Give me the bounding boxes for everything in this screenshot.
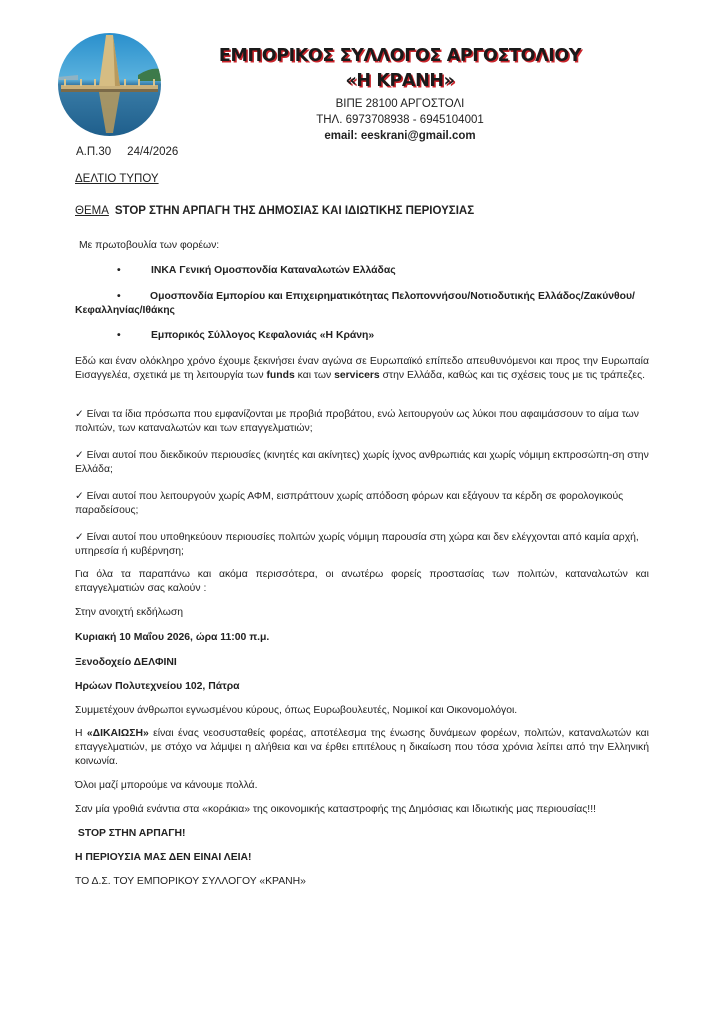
check-item: ✓ Είναι τα ίδια πρόσωπα που εμφανίζονται με προβιά προβάτου, ενώ λειτουργούν ως λύκοι που αφαιμάσσουν το αίμα των πολιτών, των καταναλωτών και των επαγγελματιών; [75,409,639,434]
participants-text: Συμμετέχουν άνθρωποι εγνωσμένου κύρους, όπως Ευρωβουλευτές, Νομικοί και Οικονομολόγοι. [75,705,518,716]
organization-item: • Ομοσπονδία Εμπορίου και Επιχειρηματικότητας Πελοποννήσου/Νοτιοδυτικής Ελλάδος/Ζακύνθου/Κεφαλληνίας/Ιθάκης [75,291,635,316]
punch-text: Σαν μία γροθιά ενάντια στα «κοράκια» της οικονομικής καταστροφής της Δημόσιας και Ιδιωτικής μας περιουσίας!!! [75,804,596,815]
obelisk-monument-icon [58,33,161,136]
bullet-icon: • [117,265,121,276]
dikaiosi-paragraph: Η «ΔΙΚΑΙΩΣΗ» είναι ένας νεοσυσταθείς φορέας, αποτέλεσμα της ένωσης δυνάμεων φορέων, πολιτών, καταναλωτών και επαγγελματιών, με στόχο να λάμψει η αλήθεια και να έρθει επιτέλους η δικαίωση που τόσα χρόνια λείπει από την Ελληνική κοινωνία. [75,728,649,767]
theme-subject: STOP ΣΤΗΝ ΑΡΠΑΓΗ ΤΗΣ ΔΗΜΟΣΙΑΣ ΚΑΙ ΙΔΙΩΤΙΚΗΣ ΠΕΡΙΟΥΣΙΑΣ [114,205,475,217]
phone: ΤΗΛ. 6973708938 - 6945104001 [316,114,484,126]
document-date: 24/4/2026 [127,146,179,158]
organization-item: • ΙΝΚΑ Γενική Ομοσπονδία Καταναλωτών Ελλάδας [75,264,649,278]
check-item: ✓ Είναι αυτοί που υποθηκεύουν περιουσίες πολιτών χωρίς νόμιμη παρουσία στη χώρα και δεν ελέγχονται από καμία αρχή, υπηρεσία ή κυβέρνηση; [75,532,639,557]
together-text: Όλοι μαζί μπορούμε να κάνουμε πολλά. [75,780,258,791]
bullet-icon: • [117,291,121,302]
intro-paragraph: Εδώ και έναν ολόκληρο χρόνο έχουμε ξεκινήσει έναν αγώνα σε Ευρωπαϊκό επίπεδο απευθυνόμενοι και προς την Ευρωπαία Εισαγγελέα, σχετικά με τη λειτουργία των funds και των servicers στην Ελλάδα, καθώς και τις σχέσεις τους με τις τράπεζες. [75,356,649,381]
check-icon: ✓ [75,409,84,420]
protocol-number: Α.Π.30 [76,146,112,158]
event-intro: Στην ανοιχτή εκδήλωση [75,607,184,618]
dikaiosi-name: «ΔΙΚΑΙΩΣΗ» [86,728,149,739]
servicers-term: servicers [334,370,380,381]
check-icon: ✓ [75,450,84,461]
bullet-icon: • [117,330,121,341]
intro-text: Με πρωτοβουλία των φορέων: [79,240,220,251]
email: email: eeskrani@gmail.com [324,130,476,142]
slogan-property: Η ΠΕΡΙΟΥΣΙΑ ΜΑΣ ΔΕΝ ΕΙΝΑΙ ΛΕΙΑ! [75,852,252,863]
association-name: «Η ΚΡΑΝΗ» [345,71,455,91]
doc-type-heading: ΔΕΛΤΙΟ ΤΥΠΟΥ [75,173,159,185]
reference-line [76,146,178,158]
event-address: Ηρώων Πολυτεχνείου 102, Πάτρα [75,681,240,692]
event-date: Κυριακή 10 Μαΐου 2026, ώρα 11:00 π.μ. [75,632,270,643]
signature: ΤΟ Δ.Σ. ΤΟΥ ΕΜΠΟΡΙΚΟΥ ΣΥΛΛΟΓΟΥ «ΚΡΑΝΗ» [75,876,306,887]
check-icon: ✓ [75,532,84,543]
slogan-stop: STOP ΣΤΗΝ ΑΡΠΑΓΗ! [75,828,186,839]
theme-heading [75,205,474,217]
check-item: ✓ Είναι αυτοί που διεκδικούν περιουσίες (κινητές και ακίνητες) χωρίς ίχνος ανθρωπιάς και χωρίς νόμιμη εκπροσώπη-ση στην Ελλάδα; [75,450,649,475]
event-venue: Ξενοδοχείο ΔΕΛΦΙΝΙ [75,657,177,668]
logo-image [58,33,161,136]
funds-term: funds [266,370,295,381]
association-title: ΕΜΠΟΡΙΚΟΣ ΣΥΛΛΟΓΟΣ ΑΡΓΟΣΤΟΛΙΟΥ [218,46,582,66]
theme-label: ΘΕΜΑ [75,205,109,217]
organization-item: • Εμπορικός Σύλλογος Κεφαλονιάς «Η Κράνη» [75,329,649,343]
check-item: ✓ Είναι αυτοί που λειτουργούν χωρίς ΑΦΜ, εισπράττουν χωρίς απόδοση φόρων και εξάγουν τα κέρδη σε φορολογικούς παραδείσους; [75,491,624,516]
check-icon: ✓ [75,491,84,502]
address: ΒΙΠΕ 28100 ΑΡΓΟΣΤΟΛΙ [335,98,465,110]
call-paragraph: Για όλα τα παραπάνω και ακόμα περισσότερα, οι ανωτέρω φορείς προστασίας των πολιτών, καταναλωτών και επαγγελματιών σας καλούν : [75,569,649,594]
